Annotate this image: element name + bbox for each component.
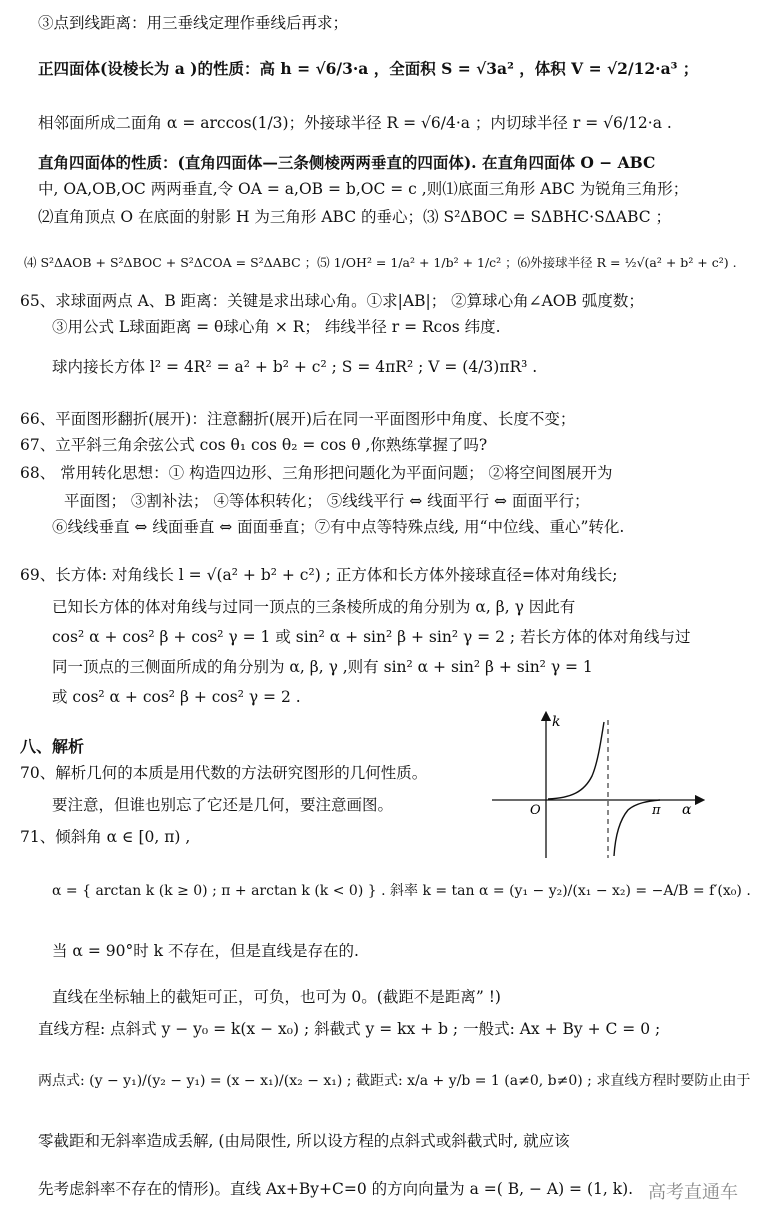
- text-line: 直线方程: 点斜式 y − y₀ = k(x − x₀) ; 斜截式 y = kx + b ; 一般式: Ax + By + C = 0 ;: [38, 1020, 661, 1038]
- text-line: ⑥线线垂直 ⇔ 线面垂直 ⇔ 面面垂直；⑦有中点等特殊点线, 用“中位线、重心”转化.: [52, 518, 625, 536]
- text-line: 中, OA,OB,OC 两两垂直,令 OA = a,OB = b,OC = c ,则⑴底面三角形 ABC 为锐角三角形；: [38, 180, 689, 198]
- curve-upper: [548, 722, 604, 799]
- text-line: α = { arctan k (k ≥ 0) ; π + arctan k (k < 0) } . 斜率 k = tan α = (y₁ − y₂)/(x₁ − x₂) = −A/B = f′(x₀) .: [52, 883, 751, 899]
- text-line: 68、 常用转化思想：① 构造四边形、三角形把问题化为平面问题； ②将空间图展开为: [20, 464, 613, 482]
- text-line: 同一顶点的三侧面所成的角分别为 α, β, γ ,则有 sin² α + sin² β + sin² γ = 1: [52, 658, 593, 676]
- label-k: k: [552, 714, 561, 730]
- section-title: 八、解析: [20, 737, 85, 756]
- text-line: 66、平面图形翻折(展开)：注意翻折(展开)后在同一平面图形中角度、长度不变；: [20, 410, 576, 428]
- text-line: 正四面体(设棱长为 a )的性质：高 h = √6/3·a ，全面积 S = √3a² ，体积 V = √2/12·a³ ；: [38, 59, 699, 78]
- text-line: 两点式: (y − y₁)/(y₂ − y₁) = (x − x₁)/(x₂ − x₁) ; 截距式: x/a + y/b = 1 (a≠0, b≠0) ; 求直线方程时要防止由于: [38, 1073, 751, 1089]
- label-o: O: [530, 803, 541, 818]
- text-line: 相邻面所成二面角 α = arccos(1/3)；外接球半径 R = √6/4·a ；内切球半径 r = √6/12·a .: [38, 114, 672, 132]
- text-line: ③点到线距离：用三垂线定理作垂线后再求；: [38, 14, 349, 32]
- text-line: 直线在坐标轴上的截矩可正，可负，也可为 0。(截距不是距离” !): [52, 988, 501, 1006]
- text-line: 65、求球面两点 A、B 距离：关键是求出球心角。①求|AB|； ②算球心角∠AOB 弧度数；: [20, 292, 644, 310]
- text-line: 已知长方体的体对角线与过同一顶点的三条棱所成的角分别为 α, β, γ 因此有: [52, 598, 576, 616]
- text-line: 或 cos² α + cos² β + cos² γ = 2 .: [52, 688, 301, 706]
- text-line: ③用公式 L球面距离 = θ球心角 × R； 纬线半径 r = Rcos 纬度.: [52, 318, 501, 336]
- text-line: 要注意，但谁也别忘了它还是几何，要注意画图。: [52, 796, 394, 814]
- label-pi: π: [652, 803, 661, 818]
- text-line: 71、倾斜角 α ∈ [0, π) ,: [20, 828, 191, 846]
- text-line: 先考虑斜率不存在的情形)。直线 Ax+By+C=0 的方向向量为 a =( B, − A) = (1, k).: [38, 1180, 634, 1198]
- text-line: 平面图； ③割补法； ④等体积转化； ⑤线线平行 ⇔ 线面平行 ⇔ 面面平行；: [64, 492, 590, 510]
- text-line: 球内接长方体 l² = 4R² = a² + b² + c² ; S = 4πR² ; V = (4/3)πR³ .: [52, 358, 538, 376]
- text-line: 零截距和无斜率造成丢解, (由局限性, 所以设方程的点斜式或斜截式时, 就应该: [38, 1132, 570, 1150]
- arctan-graph: [486, 710, 706, 860]
- text-line: 67、立平斜三角余弦公式 cos θ₁ cos θ₂ = cos θ ,你熟练掌握了吗?: [20, 436, 488, 454]
- text-line: 70、解析几何的本质是用代数的方法研究图形的几何性质。: [20, 764, 428, 782]
- watermark: 高考直通车: [648, 1182, 738, 1203]
- text-line: 当 α = 90°时 k 不存在，但是直线是存在的.: [52, 942, 359, 960]
- text-line: cos² α + cos² β + cos² γ = 1 或 sin² α + sin² β + sin² γ = 2 ; 若长方体的体对角线与过: [52, 628, 691, 646]
- text-line: 直角四面体的性质：(直角四面体—三条侧棱两两垂直的四面体). 在直角四面体 O − ABC: [38, 153, 656, 172]
- text-line: 69、长方体: 对角线长 l = √(a² + b² + c²) ; 正方体和长方体外接球直径=体对角线长;: [20, 566, 618, 584]
- text-line: ⑷ S²ΔAOB + S²ΔBOC + S²ΔCOA = S²ΔABC ；⑸ 1/OH² = 1/a² + 1/b² + 1/c² ；⑹外接球半径 R = ½√(a² + b² + c²) .: [24, 255, 737, 270]
- text-line: ⑵直角顶点 O 在底面的射影 H 为三角形 ABC 的垂心；⑶ S²ΔBOC = SΔBHC·SΔABC ；: [38, 208, 672, 226]
- label-alpha: α: [682, 802, 692, 818]
